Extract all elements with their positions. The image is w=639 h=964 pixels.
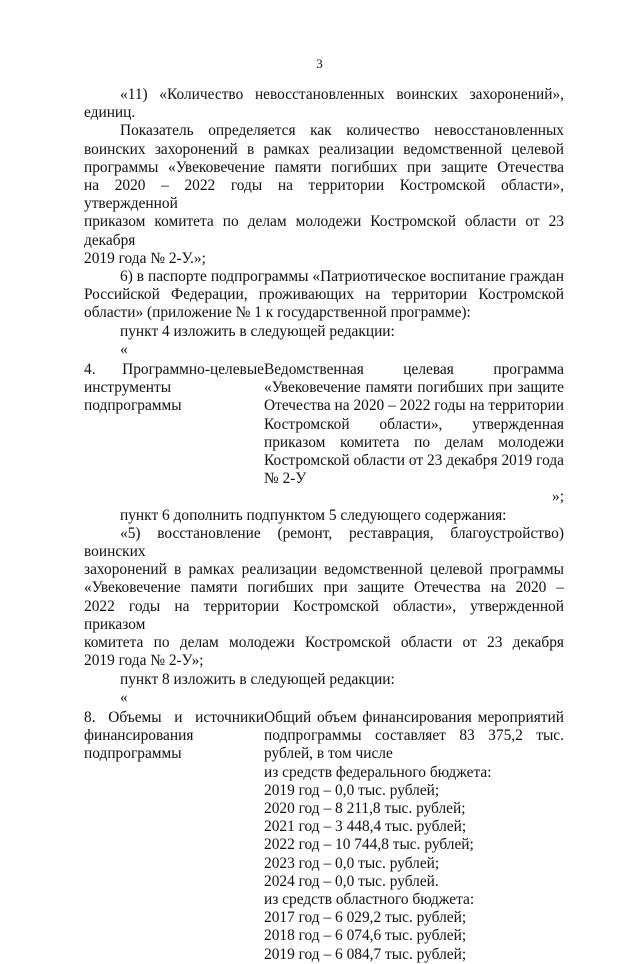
- paragraph-indicator-definition: [84, 122, 564, 268]
- page-number: 3: [316, 56, 323, 71]
- funding-year-line: 2023 год – 0,0 тыс. рублей;: [264, 854, 440, 872]
- text-line: Российской Федерации, проживающих на территории Костромской: [84, 286, 564, 304]
- funding-year-line: 2019 год – 0,0 тыс. рублей;: [264, 781, 440, 799]
- text-line: Костромской области», утвержденная: [264, 415, 564, 433]
- paragraph-subpoint-5: [84, 525, 564, 671]
- paragraph-indicator-11: [84, 86, 564, 122]
- text-line: Показатель определяется как количество невосстановленных: [120, 122, 564, 140]
- open-quote: «: [120, 340, 128, 358]
- text-line: на 2020 – 2022 годы на территории Костромской области», утвержденной: [84, 177, 564, 213]
- text-line: Костромской области от 23 декабря 2019 года: [264, 452, 564, 470]
- text-line: № 2-У: [264, 470, 307, 488]
- paragraph-point-8-intro: пункт 8 изложить в следующей редакции:: [120, 670, 395, 688]
- text-line: «Увековечение памяти погибших при защите: [264, 379, 564, 397]
- row-4-label: [84, 361, 264, 488]
- text-line: инструменты: [84, 379, 172, 397]
- text-line: рублей, в том числе: [264, 745, 393, 763]
- text-line: 4. Программно-целевые: [84, 361, 264, 379]
- text-line: 8. Объемы и источники: [84, 708, 264, 726]
- text-line: подпрограммы составляет 83 375,2 тыс.: [264, 727, 564, 745]
- text-line: Отечества на 2020 – 2022 годы на территории: [264, 397, 564, 415]
- funding-year-line: 2024 год – 0,0 тыс. рублей.: [264, 872, 439, 890]
- paragraph-subprogram-passport: [84, 268, 564, 323]
- text-line: подпрограммы: [84, 745, 182, 763]
- passport-row-8: [84, 709, 564, 964]
- text-line: Общий объем финансирования мероприятий: [264, 708, 564, 726]
- text-line: 2019 года № 2-У.»;: [84, 249, 206, 267]
- text-line: захоронений в рамках реализации ведомственной целевой программы: [84, 561, 564, 579]
- document-body: [84, 86, 564, 964]
- text-line: 6) в паспорте подпрограммы «Патриотическое воспитание граждан: [120, 268, 564, 286]
- funding-year-line: 2022 год – 10 744,8 тыс. рублей;: [264, 836, 474, 854]
- text-line: воинских захоронений в рамках реализации ведомственной целевой: [84, 140, 564, 158]
- text-line: программы «Увековечение памяти погибших при защите Отечества: [84, 158, 564, 176]
- text-line: приказом комитета по делам молодежи Костромской области от 23 декабря: [84, 213, 564, 249]
- regional-budget-heading: из средств областного бюджета:: [264, 890, 475, 908]
- text-line: Ведомственная целевая программа: [264, 361, 564, 379]
- text-line: 2022 годы на территории Костромской области», утвержденной приказом: [84, 597, 564, 633]
- close-quote: »;: [552, 488, 564, 506]
- funding-year-line: 2017 год – 6 029,2 тыс. рублей;: [264, 909, 467, 927]
- text-line: «Увековечение памяти погибших при защите Отечества на 2020 –: [84, 579, 564, 597]
- text-line: единиц.: [84, 104, 136, 122]
- row-4-value: [264, 361, 564, 488]
- paragraph-point-6-intro: пункт 6 дополнить подпунктом 5 следующего содержания:: [120, 506, 507, 524]
- row-8-value: [264, 709, 564, 964]
- row-8-label: [84, 709, 264, 964]
- federal-budget-heading: из средств федерального бюджета:: [264, 763, 492, 781]
- paragraph-point-4-intro: пункт 4 изложить в следующей редакции:: [120, 322, 395, 340]
- text-line: «11) «Количество невосстановленных воинских захоронений»,: [120, 86, 564, 103]
- text-line: приказом комитета по делам молодежи: [264, 433, 564, 451]
- open-quote: «: [120, 688, 128, 706]
- passport-row-4: [84, 361, 564, 488]
- funding-year-line: 2021 год – 3 448,4 тыс. рублей;: [264, 818, 467, 836]
- funding-year-line: 2020 год – 8 211,8 тыс. рублей;: [264, 799, 466, 817]
- text-line: подпрограммы: [84, 397, 182, 415]
- funding-year-line: 2018 год – 6 074,6 тыс. рублей;: [264, 927, 467, 945]
- text-line: области» (приложение № 1 к государственной программе):: [84, 304, 471, 322]
- text-line: финансирования: [84, 727, 194, 745]
- text-line: 2019 года № 2-У»;: [84, 652, 204, 670]
- text-line: «5) восстановление (ремонт, реставрация, благоустройство) воинских: [84, 524, 564, 561]
- funding-year-line: 2019 год – 6 084,7 тыс. рублей;: [264, 945, 467, 963]
- text-line: комитета по делам молодежи Костромской области от 23 декабря: [84, 634, 564, 652]
